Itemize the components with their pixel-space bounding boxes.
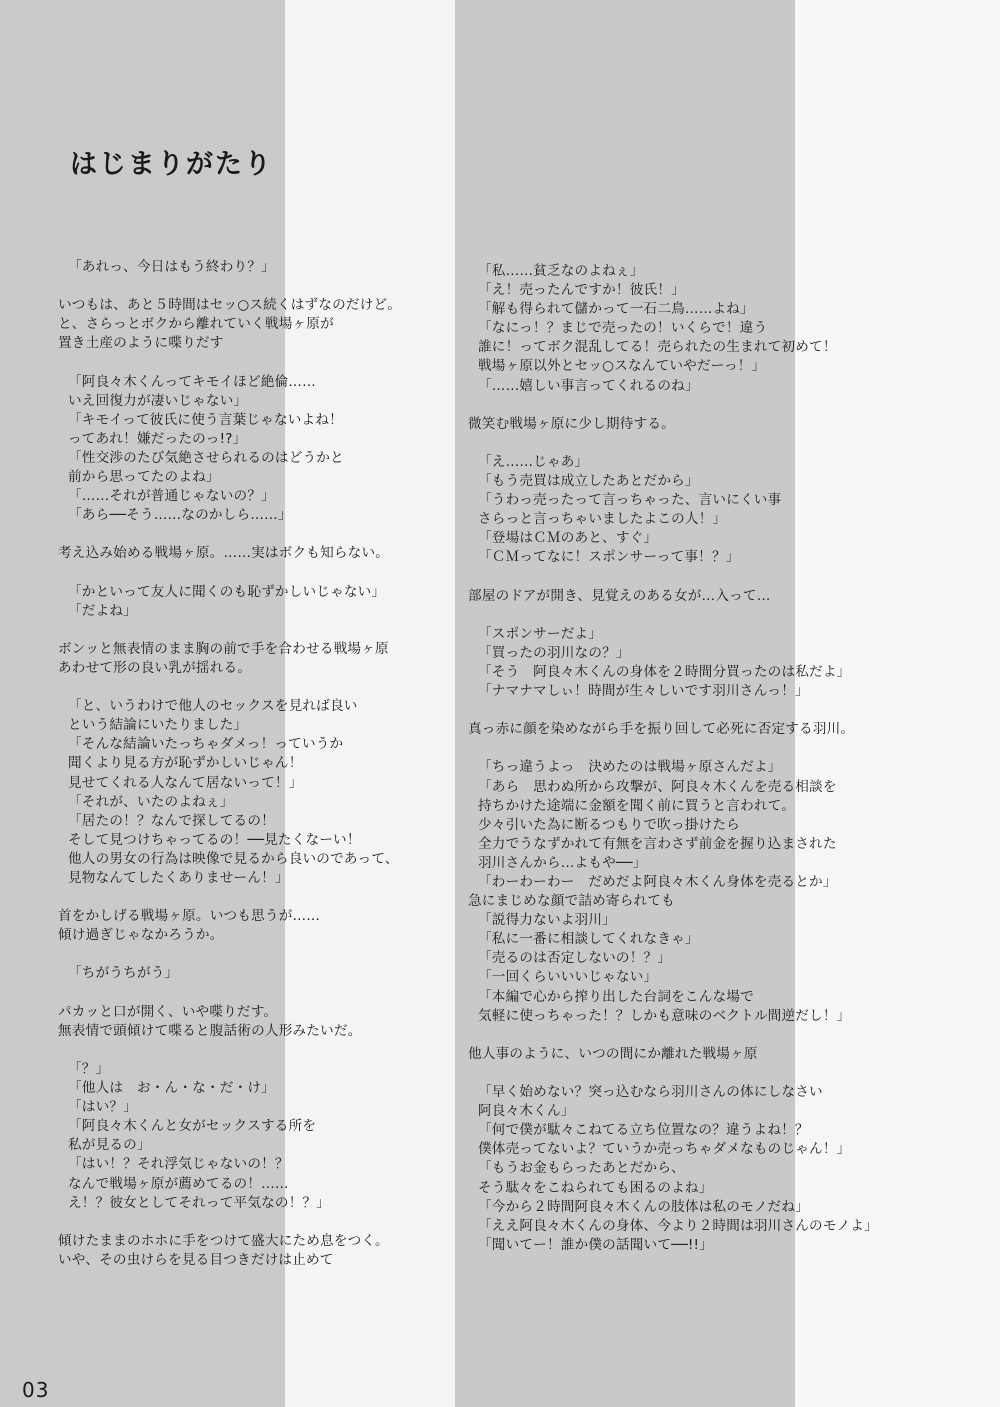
narration-line: 微笑む戦場ヶ原に少し期待する。	[468, 415, 675, 432]
dialogue-line: 「ええ阿良々木くんの身体、今より２時間は羽川さんのモノよ」	[478, 1217, 878, 1234]
dialogue-line: 「あれっ、今日はもう終わり？」	[68, 259, 275, 275]
dialogue-line: 「聞いてー！誰か僕の話聞いて──!!」	[478, 1236, 713, 1253]
narration-line: 傾け過ぎじゃなかろうか。	[58, 927, 224, 944]
right-text-column	[468, 262, 908, 1255]
narration-line: と、さらっとボクから離れていく戦場ヶ原が	[58, 316, 334, 333]
dialogue-line: いえ回復力が凄いじゃない」	[68, 392, 248, 409]
paragraph-gap	[468, 701, 908, 720]
paragraph-gap	[58, 678, 478, 697]
dialogue-line: 「売るのは否定しないの！？」	[478, 950, 672, 967]
dialogue-line: 持ちかけた途端に金額を聞く前に買うと言われて。	[478, 797, 795, 814]
dialogue-line: 「もうお金もらったあとだから、	[478, 1160, 685, 1177]
narration-line: 急にまじめな顔で詰め寄られても	[468, 893, 675, 910]
dialogue-line: 「説得力ないよ羽川」	[478, 912, 616, 929]
narration-line: 無表情で頭傾けて喋ると腹話術の人形みたいだ。	[58, 1022, 362, 1039]
dialogue-line: 「あら──そう……なのかしら……」	[68, 507, 292, 524]
dialogue-line: 「今から２時間阿良々木くんの肢体は私のモノだね」	[478, 1198, 809, 1215]
dialogue-line: 「キモイって彼氏に使う言葉じゃないよね！	[68, 411, 343, 428]
dialogue-line: 「……それが普通じゃないの？」	[68, 488, 275, 505]
paragraph-gap	[58, 1041, 478, 1060]
dialogue-line: ってあれ！嫌だったのっ!?」	[68, 430, 247, 447]
dialogue-line: 「私……貧乏なのよねぇ」	[478, 263, 644, 279]
dialogue-line: 見せてくれる人なんて居ないって！」	[68, 774, 303, 791]
dialogue-line: そう駄々をこねられても困るのよね」	[478, 1179, 713, 1196]
dialogue-line: 前から思ってたのよね」	[68, 469, 220, 486]
left-text-column	[58, 258, 478, 1270]
paragraph-gap	[468, 568, 908, 587]
dialogue-line: 戦場ヶ原以外とセッ○スなんていやだーっ！」	[478, 358, 766, 375]
dialogue-line: 阿良々木くん」	[478, 1103, 575, 1120]
dialogue-line: さらっと言っちゃいましたよこの人！」	[478, 511, 727, 528]
dialogue-line: 「うわっ売ったって言っちゃった、言いにくい事	[478, 492, 782, 509]
dialogue-line: 「なにっ！？まじで売ったの！いくらで！違う	[478, 320, 768, 337]
dialogue-line: 「登場はＣＭのあと、すぐ」	[478, 530, 658, 547]
narration-line: パカッと口が開く、いや喋りだす。	[58, 1003, 278, 1020]
dialogue-line: 「一回くらいいいじゃない」	[478, 969, 658, 986]
paragraph-gap	[58, 945, 478, 964]
paragraph-gap	[58, 1213, 478, 1232]
dialogue-line: 「本編で心から搾り出した台詞をこんな場で	[478, 988, 754, 1005]
paragraph-gap	[468, 1026, 908, 1045]
narration-line: 傾けたままのホホに手をつけて盛大にため息をつく。	[58, 1232, 389, 1249]
dialogue-line: 「そんな結論いたっちゃダメっ！っていうか	[68, 736, 344, 753]
dialogue-line: 誰に！ってボク混乱してる！売られたの生まれて初めて！	[478, 339, 837, 356]
dialogue-line: 「何で僕が駄々こねてる立ち位置なの？違うよね！？	[478, 1122, 809, 1139]
dialogue-line: 「かといって友人に聞くのも恥ずかしいじゃない」	[68, 583, 386, 600]
narration-line: 考え込み始める戦場ヶ原。……実はボクも知らない。	[58, 545, 390, 562]
dialogue-line: という結論にいたりました」	[68, 717, 248, 734]
dialogue-line: 「わーわーわー だめだよ阿良々木くん身体を売るとか」	[478, 874, 837, 890]
page-number: 03	[22, 1378, 50, 1402]
narration-line: 他人事のように、いつの間にか離れた戦場ヶ原	[468, 1045, 758, 1062]
paragraph-gap	[58, 277, 478, 296]
dialogue-line: 他人の男女の行為は映像で見るから良いのであって、	[68, 850, 399, 867]
dialogue-line: 「性交渉のたび気絶させられるのはどうかと	[68, 449, 344, 466]
dialogue-line: そして見つけちゃってるの！──見たくなーい！	[68, 831, 361, 848]
dialogue-line: 「阿良々木くんってキモイほど絶倫……	[68, 373, 316, 390]
paragraph-gap	[58, 888, 478, 907]
dialogue-line: 「買ったの羽川なの？」	[478, 644, 630, 661]
narration-line: いつもは、あと５時間はセッ○ス続くはずなのだけど。	[58, 297, 402, 314]
paragraph-gap	[58, 353, 478, 372]
dialogue-line: 僕体売ってないよ？ていうか売っちゃダメなものじゃん！」	[478, 1141, 851, 1158]
dialogue-line: 「私に一番に相談してくれなきゃ」	[478, 931, 699, 948]
dialogue-line: 「だよね」	[68, 602, 137, 619]
dialogue-line: 「はい？」	[68, 1099, 137, 1116]
dialogue-line: 「ＣＭってなに！スポンサーって事！？」	[478, 549, 740, 566]
dialogue-line: 「スポンサーだよ」	[478, 625, 603, 642]
dialogue-line: 全力でうなずかれて有無を言わさず前金を握り込まされた	[478, 835, 837, 852]
paragraph-gap	[468, 606, 908, 625]
dialogue-line: 「他人は お・ん・な・だ・け」	[68, 1080, 275, 1097]
dialogue-line: 「もう売買は成立したあとだから」	[478, 473, 699, 490]
dialogue-line: 「居たの！？なんで探してるの！	[68, 812, 275, 829]
paragraph-gap	[58, 984, 478, 1003]
dialogue-line: 「あら 思わぬ所から攻撃が、阿良々木くんを売る相談を	[478, 778, 837, 795]
dialogue-line: 「ナマナマしぃ！時間が生々しいです羽川さんっ！」	[478, 683, 809, 700]
dialogue-line: 羽川さんから…よもや──」	[478, 854, 647, 871]
dialogue-line: え！？彼女としてそれって平気なの！？」	[68, 1194, 331, 1211]
paragraph-gap	[468, 1064, 908, 1083]
dialogue-line: 「ちっ違うよっ 決めたのは戦場ヶ原さんだよ」	[478, 759, 782, 776]
narration-line: いや、その虫けらを見る目つきだけは止めて	[58, 1251, 334, 1268]
dialogue-line: 私が見るの」	[68, 1137, 151, 1154]
paragraph-gap	[468, 396, 908, 415]
dialogue-line: 「ちがうちがう」	[68, 965, 179, 982]
paragraph-gap	[58, 621, 478, 640]
narration-line: 首をかしげる戦場ヶ原。いつも思うが……	[58, 908, 321, 925]
dialogue-line: 「阿良々木くんと女がセックスする所を	[68, 1118, 317, 1135]
dialogue-line: 少々引いた為に断るつもりで吹っ掛けたら	[478, 816, 740, 833]
dialogue-line: 気軽に使っちゃった！？しかも意味のベクトル間逆だし！」	[478, 1007, 851, 1024]
dialogue-line: なんで戦場ヶ原が薦めてるの！……	[68, 1175, 289, 1192]
paragraph-gap	[58, 564, 478, 583]
paragraph-gap	[58, 525, 478, 544]
dialogue-line: 「え……じゃあ」	[478, 453, 589, 470]
dialogue-line: 見物なんてしたくありませーん！」	[68, 870, 289, 886]
narration-line: あわせて形の良い乳が揺れる。	[58, 659, 252, 676]
narration-line: ボンッと無表情のまま胸の前で手を合わせる戦場ヶ原	[58, 640, 389, 657]
page-title: はじまりがたり	[70, 149, 273, 180]
paragraph-gap	[468, 434, 908, 453]
dialogue-line: 「早く始めない？突っ込むなら羽川さんの体にしなさい	[478, 1084, 823, 1101]
narration-line: 部屋のドアが開き、見覚えのある女が…入って…	[468, 587, 771, 604]
narration-line: 置き土産のように喋りだす	[58, 335, 224, 352]
narration-line: 真っ赤に顔を染めながら手を振り回して必死に否定する羽川。	[468, 721, 855, 738]
dialogue-line: 「？」	[68, 1060, 110, 1077]
dialogue-line: 「え！売ったんですか！彼氏！」	[478, 282, 685, 299]
dialogue-line: 「と、いうわけで他人のセックスを見れば良い	[68, 698, 358, 715]
dialogue-line: 「解も得られて儲かって一石二鳥……よね」	[478, 301, 754, 318]
dialogue-line: 「……嬉しい事言ってくれるのね」	[478, 377, 699, 394]
dialogue-line: 「そう 阿良々木くんの身体を２時間分買ったのは私だよ」	[478, 663, 851, 680]
dialogue-line: 「はい！？それ浮気じゃないの！？	[68, 1156, 289, 1173]
paragraph-gap	[468, 739, 908, 758]
dialogue-line: 聞くより見る方が恥ずかしいじゃん！	[68, 755, 303, 772]
dialogue-line: 「それが、いたのよねぇ」	[68, 793, 234, 810]
